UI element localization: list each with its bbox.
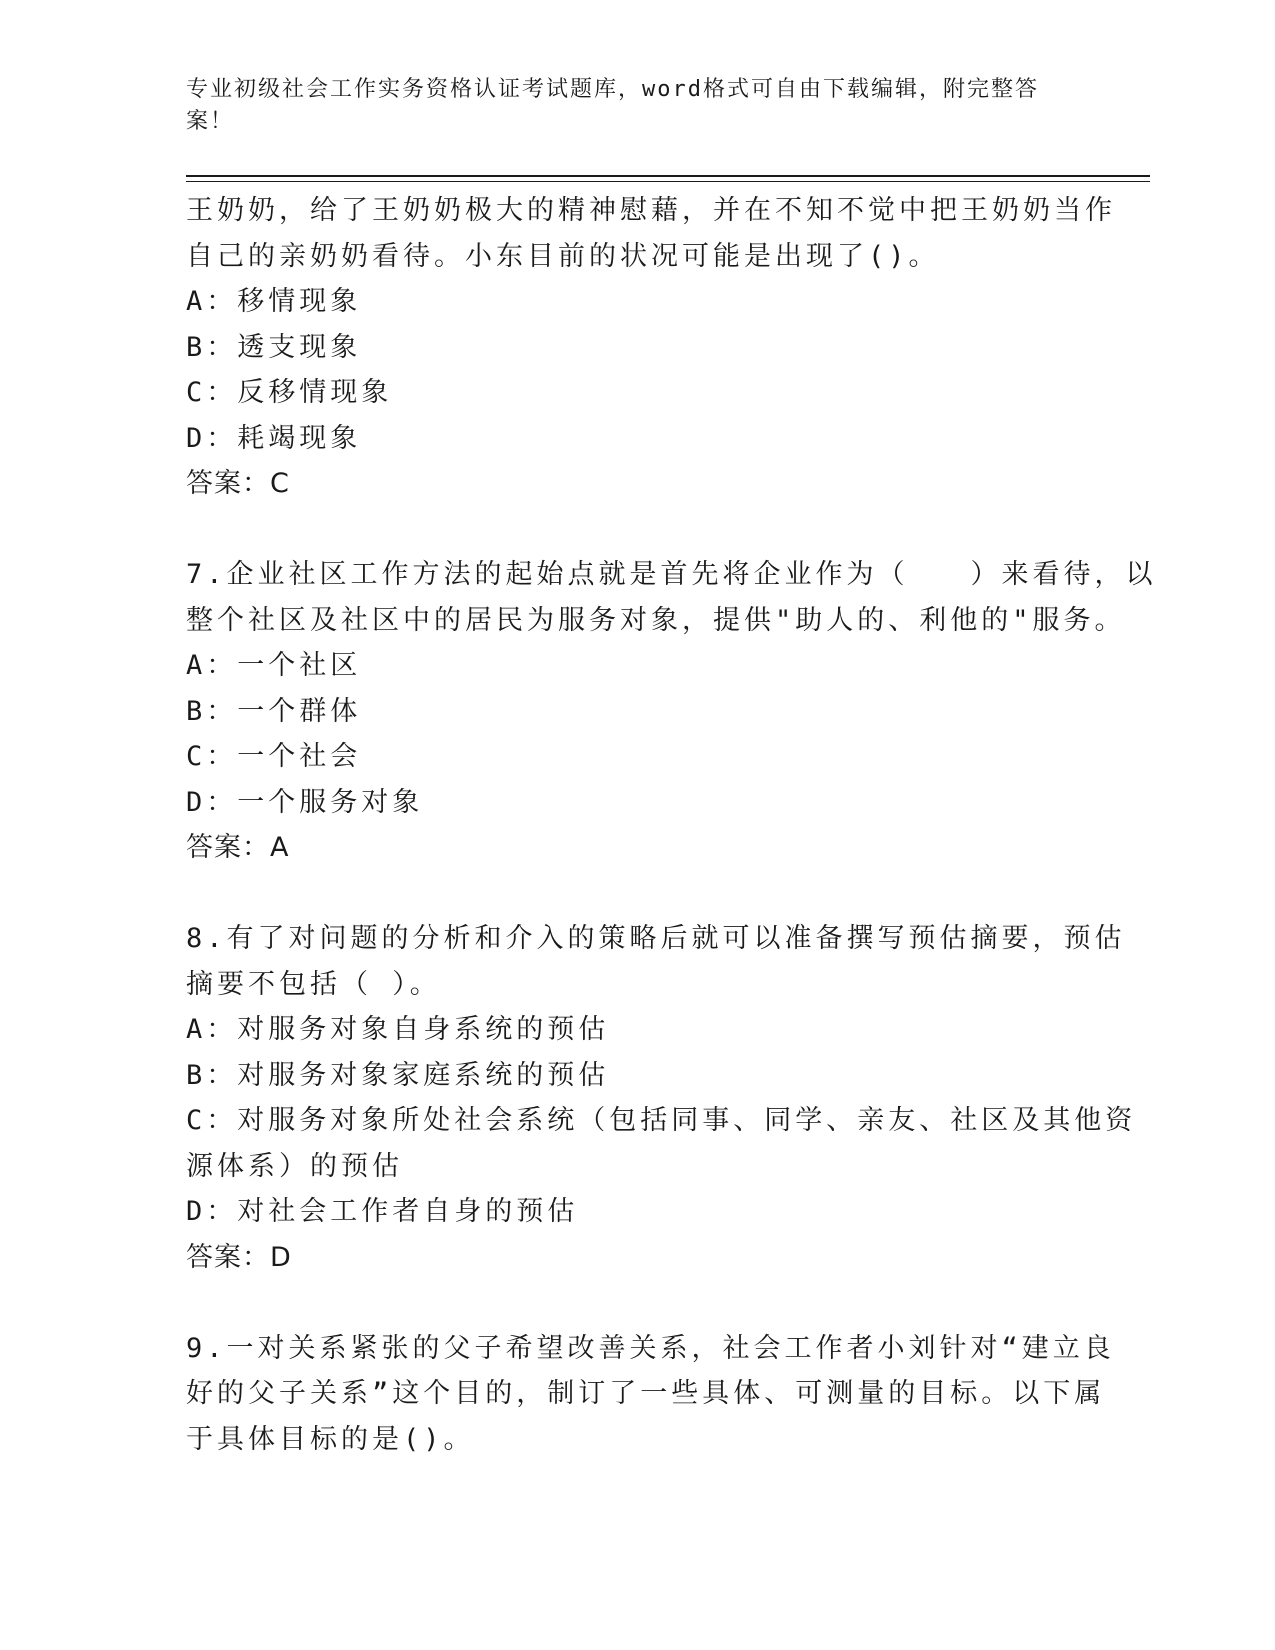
answer-line: 答案：A	[186, 832, 290, 863]
question-6	[186, 188, 1116, 507]
option-b: B：透支现象	[186, 331, 362, 363]
header-divider-thick	[186, 175, 1150, 177]
question-stem-line: 7.企业社区工作方法的起始点就是首先将企业作为（ ）来看待，以	[186, 559, 1157, 590]
option-b: B：一个群体	[186, 695, 362, 727]
option-a: A：移情现象	[186, 286, 362, 317]
option-c: C：对服务对象所处社会系统（包括同事、同学、亲友、社区及其他资	[186, 1105, 1137, 1136]
question-stem-line: 摘要不包括（ ）。	[186, 968, 441, 1000]
question-stem-line: 9.一对关系紧张的父子希望改善关系，社会工作者小刘针对“建立良	[186, 1332, 1115, 1364]
option-c: C：一个社会	[186, 741, 362, 772]
question-stem-line: 整个社区及社区中的居民为服务对象，提供"助人的、利他的"服务。	[186, 604, 1126, 636]
question-stem-line: 自己的亲奶奶看待。小东目前的状况可能是出现了()。	[186, 240, 940, 272]
question-9	[186, 1326, 1115, 1463]
question-7	[186, 552, 1157, 871]
option-d: D：一个服务对象	[186, 786, 424, 818]
answer-line: 答案：C	[186, 468, 290, 499]
option-b: B：对服务对象家庭系统的预估	[186, 1059, 610, 1091]
option-d: D：对社会工作者自身的预估	[186, 1196, 579, 1227]
answer-line: 答案：D	[186, 1241, 292, 1273]
header-line-2: 案！	[186, 109, 235, 134]
question-stem-line: 好的父子关系”这个目的，制订了一些具体、可测量的目标。以下属	[186, 1378, 1106, 1409]
spacer	[186, 871, 1086, 917]
header-line-1: 专业初级社会工作实务资格认证考试题库，word格式可自由下载编辑，附完整答	[186, 77, 1039, 102]
question-stem-line: 王奶奶，给了王奶奶极大的精神慰藉，并在不知不觉中把王奶奶当作	[186, 195, 1116, 226]
question-stem-line: 8.有了对问题的分析和介入的策略后就可以准备撰写预估摘要，预估	[186, 923, 1126, 954]
question-stem-line: 于具体目标的是()。	[186, 1423, 475, 1455]
question-list	[186, 188, 1157, 1462]
spacer	[186, 1280, 1086, 1326]
option-a: A：一个社区	[186, 650, 362, 681]
option-c: C：反移情现象	[186, 377, 393, 408]
document-header	[186, 74, 1076, 138]
header-divider-thin	[186, 181, 1150, 182]
question-8	[186, 916, 1137, 1280]
option-d: D：耗竭现象	[186, 422, 362, 454]
option-c-continued: 源体系）的预估	[186, 1150, 403, 1182]
option-a: A：对服务对象自身系统的预估	[186, 1014, 610, 1045]
spacer	[186, 507, 1086, 553]
